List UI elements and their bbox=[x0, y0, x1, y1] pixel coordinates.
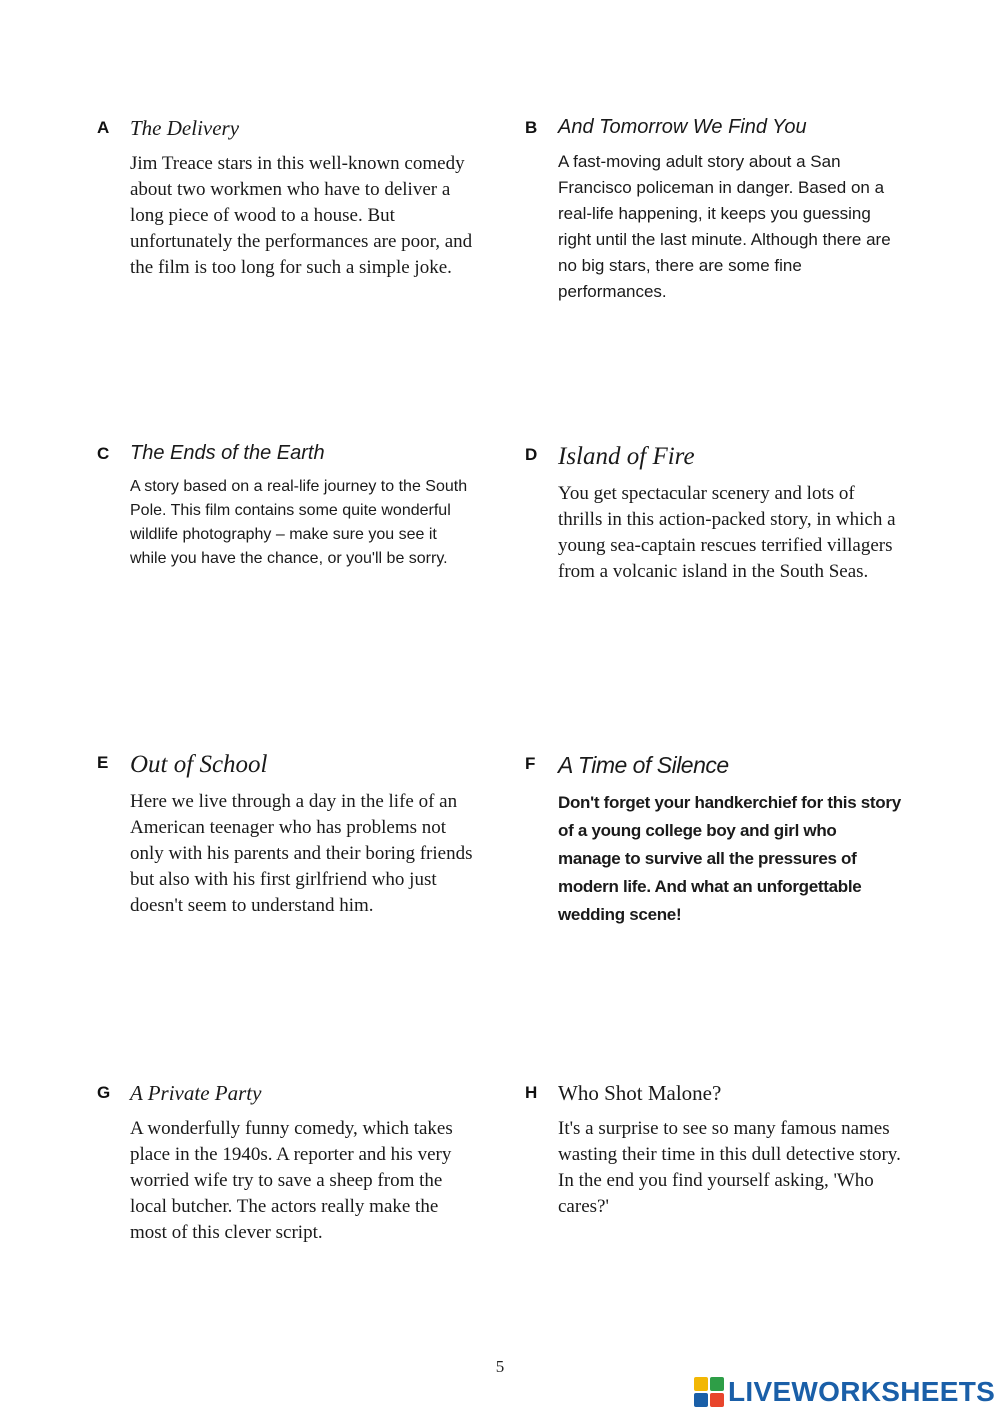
film-description: Jim Treace stars in this well-known comedy about two workmen who have to deliver a long piece of wood to a house. But unfortunately the performances are poor, and the film is too long for such a simple joke. bbox=[130, 153, 473, 278]
liveworksheets-logo-icon bbox=[694, 1377, 724, 1407]
entry-c bbox=[97, 442, 497, 571]
entry-letter: C bbox=[97, 444, 110, 463]
logo-square bbox=[694, 1377, 708, 1391]
film-description: Here we live through a day in the life of an American teenager who has problems not only with his parents and their boring friends but also with his first girlfriend who just doesn't seem to understand him. bbox=[130, 791, 473, 916]
film-title: Out of School bbox=[130, 751, 268, 778]
film-title: The Delivery bbox=[130, 116, 240, 140]
film-description: A fast-moving adult story about a San Francisco policeman in danger. Based on a real-life happening, it keeps you guessing right until the last minute. Although there are no big stars, there are some fine performances. bbox=[558, 152, 891, 301]
film-title: The Ends of the Earth bbox=[130, 442, 325, 464]
entry-letter: A bbox=[97, 118, 110, 137]
entry-f bbox=[525, 752, 925, 929]
brand-name: LIVEWORKSHEETS bbox=[728, 1376, 996, 1407]
entry-letter: F bbox=[525, 754, 536, 773]
film-description: Don't forget your handkerchief for this story of a young college boy and girl who manage to survive all the pressures of modern life. And what an unforgettable wedding scene! bbox=[558, 793, 901, 924]
film-title: And Tomorrow We Find You bbox=[558, 116, 807, 138]
entry-letter: H bbox=[525, 1083, 538, 1102]
brand-watermark[interactable] bbox=[694, 1376, 995, 1408]
logo-square bbox=[710, 1377, 724, 1391]
film-description: A wonderfully funny comedy, which takes place in the 1940s. A reporter and his very worried wife try to save a sheep from the local butcher. The actors really make the most of this clever script. bbox=[130, 1118, 453, 1243]
entry-d bbox=[525, 443, 925, 585]
entry-a bbox=[97, 116, 497, 281]
entry-h bbox=[525, 1081, 925, 1220]
film-title: Who Shot Malone? bbox=[558, 1081, 722, 1105]
entry-letter: E bbox=[97, 753, 109, 772]
film-description: A story based on a real-life journey to the South Pole. This film contains some quite wonderful wildlife photography – make sure you see it while you have the chance, or you'll be sorry. bbox=[130, 478, 468, 567]
page-number: 5 bbox=[495, 1357, 505, 1376]
entry-g bbox=[97, 1081, 497, 1246]
entry-letter: B bbox=[525, 118, 538, 137]
entry-letter: G bbox=[97, 1083, 111, 1102]
entry-e bbox=[97, 751, 497, 919]
film-title: A Private Party bbox=[130, 1081, 262, 1105]
film-title: A Time of Silence bbox=[558, 752, 729, 778]
film-title: Island of Fire bbox=[558, 443, 695, 470]
entry-letter: D bbox=[525, 445, 538, 464]
logo-square bbox=[694, 1393, 708, 1407]
film-description: It's a surprise to see so many famous names wasting their time in this dull detective story. In the end you find yourself asking, 'Who cares?' bbox=[558, 1118, 901, 1217]
entry-b bbox=[525, 116, 925, 305]
film-description: You get spectacular scenery and lots of thrills in this action-packed story, in which a young sea-captain rescues terrified villagers from a volcanic island in the South Seas. bbox=[558, 483, 896, 582]
logo-square bbox=[710, 1393, 724, 1407]
